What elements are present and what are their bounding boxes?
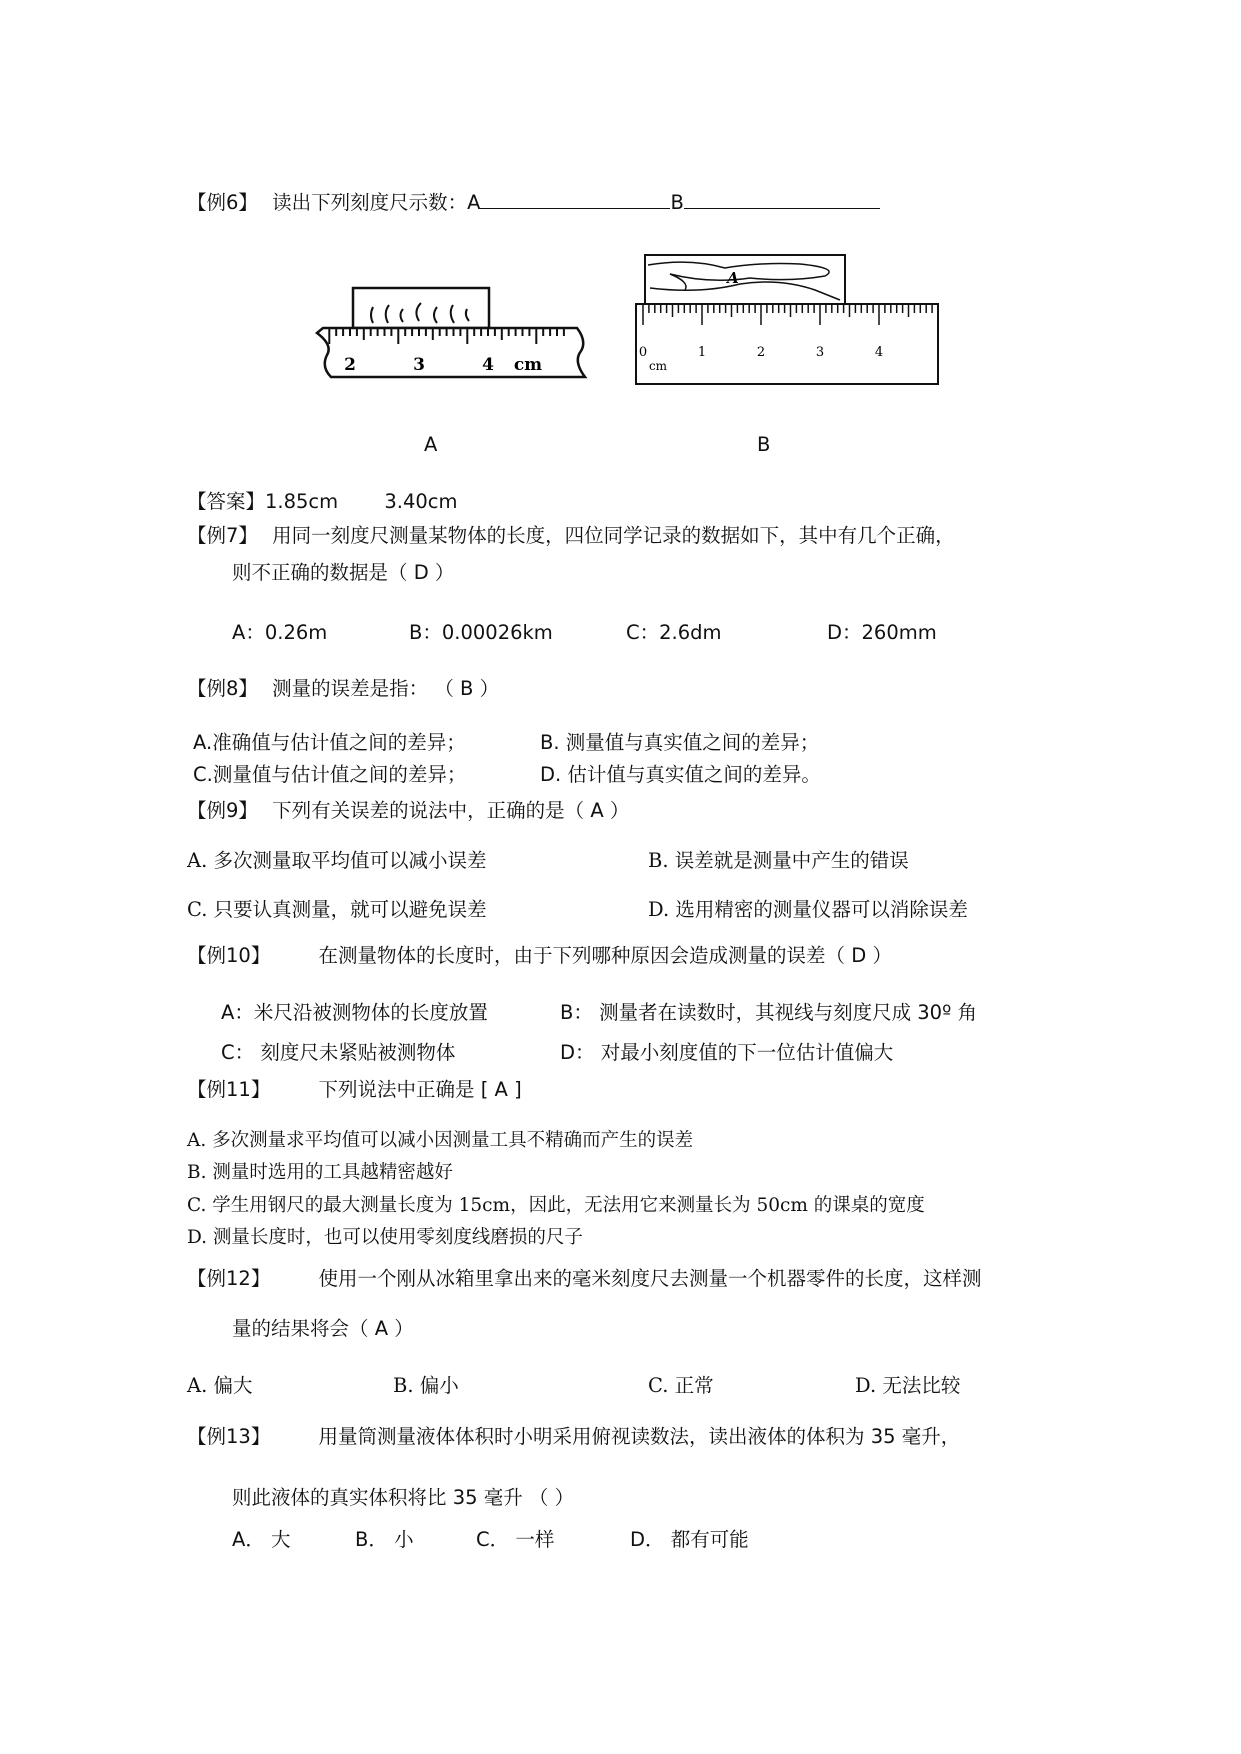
unit-label: cm <box>648 359 668 373</box>
question-text: 使用一个刚从冰箱里拿出来的毫米刻度尺去测量一个机器零件的长度，这样测 <box>318 1267 982 1290</box>
blank-b-label: B <box>670 191 684 214</box>
option-a: A. 多次测量求平均值可以减小因测量工具不精确而产生的误差 <box>187 1130 694 1151</box>
answer-blank-a <box>480 190 670 209</box>
tick-label-4: 4 <box>482 355 494 375</box>
option-b: B：0.00026km <box>409 621 553 644</box>
question-text: 用同一刻度尺测量某物体的长度，四位同学记录的数据如下，其中有几个正确， <box>272 524 955 547</box>
example-7-line-2: 则不正确的数据是（ D ） <box>232 561 455 584</box>
tick-label-2: 2 <box>756 345 766 360</box>
example-13-line-1 <box>187 1424 960 1450</box>
example-13-line-2: 则此液体的真实体积将比 35 毫升 （ ） <box>232 1486 575 1509</box>
option-d: D： 对最小刻度值的下一位估计值偏大 <box>560 1041 894 1064</box>
option-a: A：0.26m <box>232 621 328 644</box>
example-tag: 【例12】 <box>187 1267 271 1290</box>
answer-blank-b <box>684 190 880 209</box>
question-text: 测量的误差是指： （ B ） <box>272 677 500 700</box>
option-b: B. 测量时选用的工具越精密越好 <box>187 1162 453 1183</box>
tick-label-3: 3 <box>413 355 425 375</box>
option-a: A.准确值与估计值之间的差异； <box>193 731 466 754</box>
answer-tag: 【答案】 <box>187 490 266 513</box>
question-text: 读出下列刻度尺示数：A <box>272 191 481 214</box>
option-b: B. 偏小 <box>393 1374 459 1397</box>
example-12-line-2: 量的结果将会（ A ） <box>232 1317 414 1340</box>
tick-label-3: 3 <box>815 345 825 360</box>
option-d: D． 都有可能 <box>630 1528 749 1551</box>
answer-a-value: 1.85cm <box>265 490 339 513</box>
example-tag: 【例9】 <box>187 799 258 822</box>
option-c: C． 一样 <box>476 1528 555 1551</box>
option-c: C.测量值与估计值之间的差异； <box>193 763 467 786</box>
unit-label: cm <box>513 355 543 375</box>
option-a: A. 多次测量取平均值可以减小误差 <box>187 849 487 872</box>
tick-label-0: 0 <box>638 345 648 360</box>
answer-b-value: 3.40cm <box>384 490 458 513</box>
option-d: D：260mm <box>827 621 937 644</box>
option-a: A． 大 <box>232 1528 291 1551</box>
option-c: C. 学生用钢尺的最大测量长度为 15cm，因此，无法用它来测量长为 50cm 的课桌的宽度 <box>187 1195 925 1216</box>
example-6-answer <box>187 489 458 515</box>
option-c: C： 刻度尺未紧贴被测物体 <box>221 1041 456 1064</box>
example-7-line-1 <box>187 523 955 549</box>
example-9-question <box>187 798 629 824</box>
question-text: 用量筒测量液体体积时小明采用俯视读数法，读出液体的体积为 35 毫升， <box>318 1425 961 1448</box>
example-tag: 【例11】 <box>187 1078 271 1101</box>
ruler-figure-b <box>630 250 950 390</box>
question-text: 下列有关误差的说法中，正确的是（ A ） <box>272 799 630 822</box>
example-6-question <box>187 190 880 216</box>
example-tag: 【例13】 <box>187 1425 271 1448</box>
object-label-b: A <box>727 269 739 287</box>
tick-label-4: 4 <box>874 345 884 360</box>
option-a: A. 偏大 <box>187 1374 253 1397</box>
question-text: 在测量物体的长度时，由于下列哪种原因会造成测量的误差（ D ） <box>318 944 892 967</box>
ruler-body-b <box>636 304 938 384</box>
tick-label-2: 2 <box>344 355 356 375</box>
option-b: B： 测量者在读数时，其视线与刻度尺成 30º 角 <box>560 1001 977 1024</box>
example-tag: 【例7】 <box>187 524 258 547</box>
option-b: B. 测量值与真实值之间的差异； <box>540 731 820 754</box>
option-d: D. 无法比较 <box>855 1374 961 1397</box>
example-10-question <box>187 943 892 969</box>
example-8-question <box>187 676 499 702</box>
option-c: C. 正常 <box>648 1374 714 1397</box>
figure-caption-b: B <box>757 433 771 456</box>
option-d: D. 测量长度时，也可以使用零刻度线磨损的尺子 <box>187 1227 583 1248</box>
example-tag: 【例10】 <box>187 944 271 967</box>
option-b: B． 小 <box>355 1528 414 1551</box>
option-d: D. 估计值与真实值之间的差异。 <box>540 763 821 786</box>
ruler-figure-a <box>305 285 595 385</box>
option-c: C：2.6dm <box>626 621 722 644</box>
example-12-line-1 <box>187 1266 982 1292</box>
option-a: A：米尺沿被测物体的长度放置 <box>221 1001 488 1024</box>
question-text: 下列说法中正确是 [ A ] <box>318 1078 522 1101</box>
tick-label-1: 1 <box>697 345 707 360</box>
example-tag: 【例6】 <box>187 191 258 214</box>
figure-caption-a: A <box>424 433 438 456</box>
option-c: C. 只要认真测量，就可以避免误差 <box>187 898 487 921</box>
option-b: B. 误差就是测量中产生的错误 <box>648 849 909 872</box>
option-d: D. 选用精密的测量仪器可以消除误差 <box>648 898 968 921</box>
example-tag: 【例8】 <box>187 677 258 700</box>
example-11-question <box>187 1077 522 1103</box>
